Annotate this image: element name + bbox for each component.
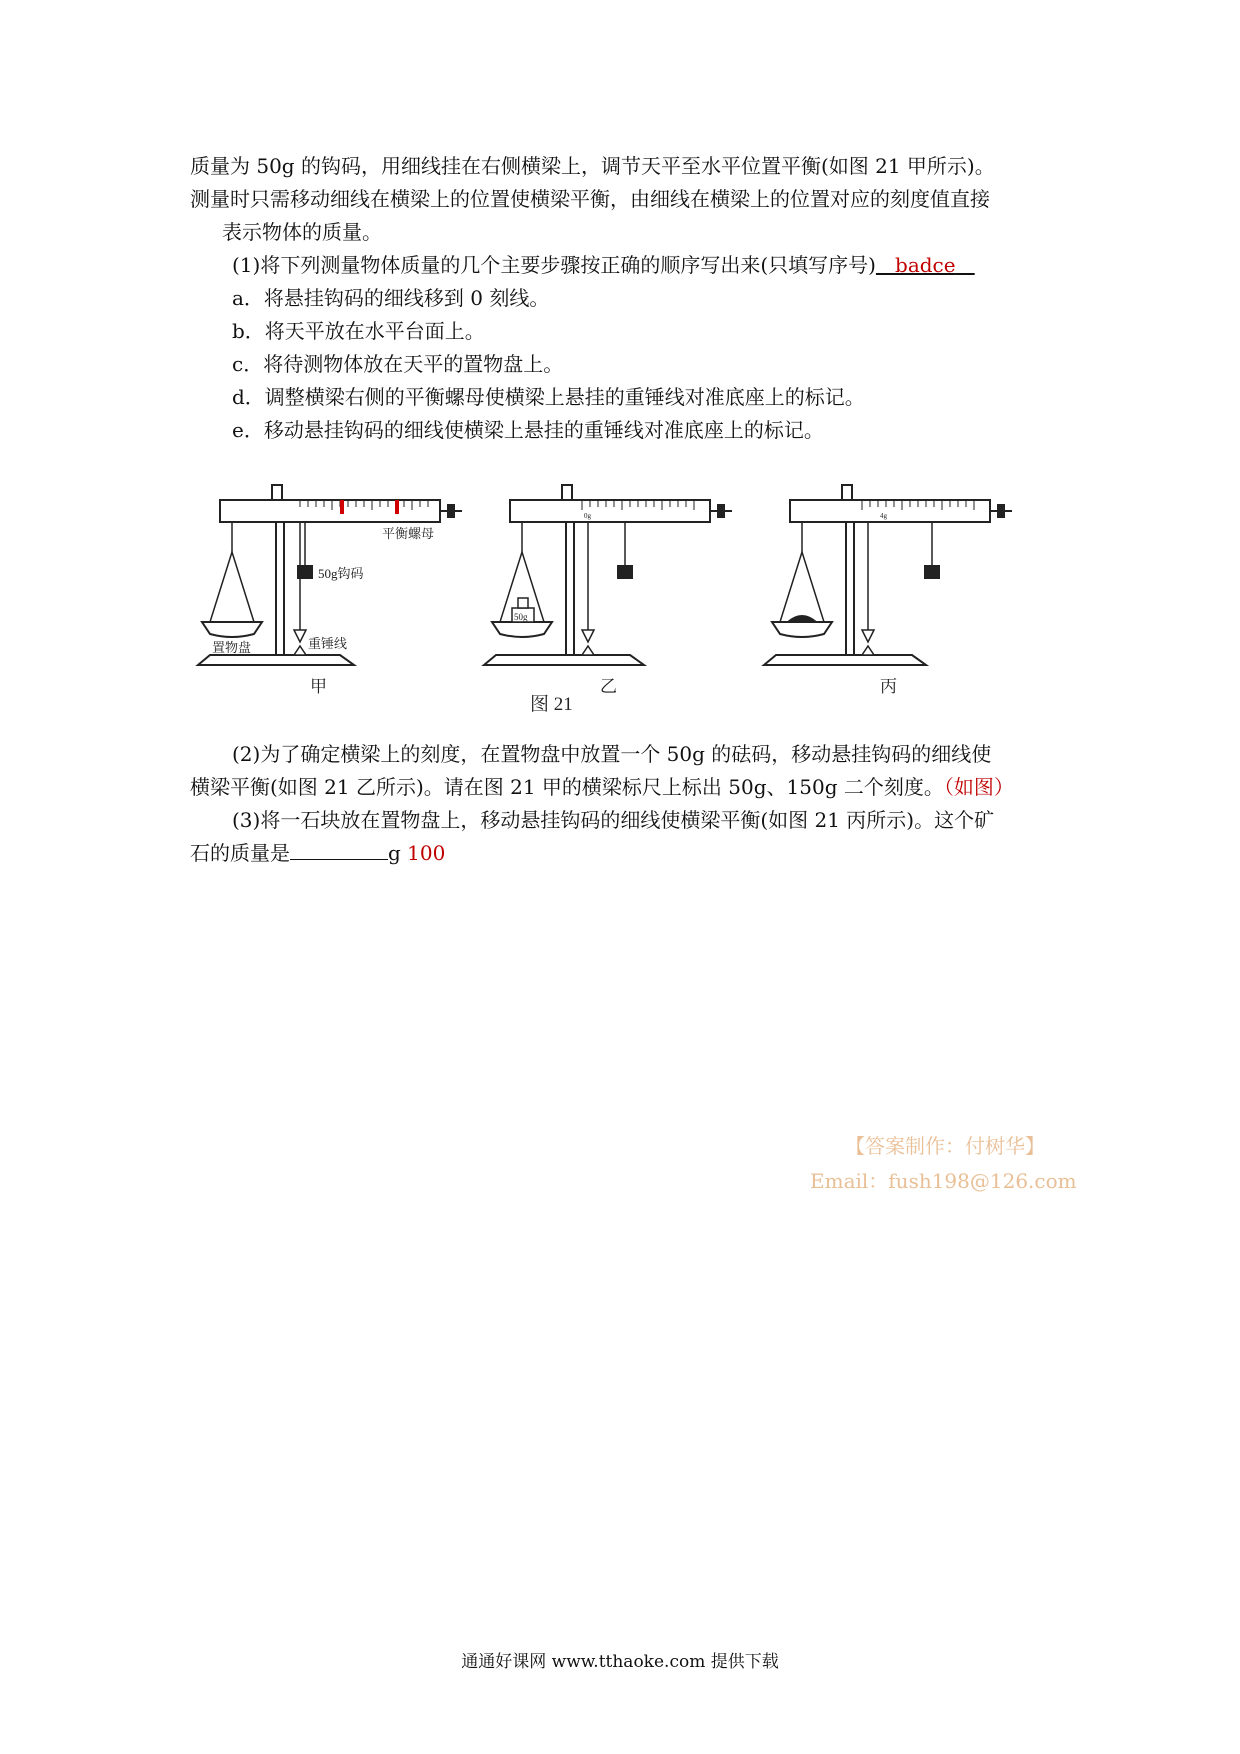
tray-strings-a xyxy=(210,552,254,622)
balance-panel-a xyxy=(198,485,462,696)
tick-label-c: 4g xyxy=(880,512,887,520)
intro-line-3: 表示物体的质量。 xyxy=(222,220,382,244)
balance-panel-b xyxy=(484,485,732,696)
beam-c xyxy=(790,500,990,522)
balance-nut-b xyxy=(718,505,724,517)
intro-line-1: 质量为 50g 的钩码，用细线挂在右侧横梁上，调节天平至水平位置平衡(如图 21 甲所示)。 xyxy=(190,154,995,178)
question-1-prompt: (1)将下列测量物体质量的几个主要步骤按正确的顺序写出来(只填写序号) xyxy=(232,253,876,277)
weight-label: 50g xyxy=(514,612,528,622)
pivot-a xyxy=(272,485,282,500)
tray-c xyxy=(772,622,832,637)
pivot-b xyxy=(562,485,572,500)
panel-label-a: 甲 xyxy=(310,677,327,696)
mark-150g xyxy=(395,500,399,514)
question-2-line-1: (2)为了确定横梁上的刻度，在置物盘中放置一个 50g 的砝码，移动悬挂钩码的细线使 xyxy=(232,742,992,766)
beam-a xyxy=(220,500,440,522)
answer-author: 【答案制作：付树华】 xyxy=(845,1134,1045,1158)
question-3-prefix: 石的质量是 xyxy=(190,841,290,865)
author-email: Email：fush198@126.com xyxy=(810,1169,1077,1193)
tray-strings-c xyxy=(780,552,824,622)
figure-21 xyxy=(190,470,1060,725)
balance-nut-a xyxy=(448,505,454,517)
label-hook-weight: 50g钩码 xyxy=(318,566,364,581)
figure-caption: 图 21 xyxy=(530,694,573,715)
label-tray: 置物盘 xyxy=(212,640,252,655)
label-balance-nut: 平衡螺母 xyxy=(382,526,435,541)
hook-weight-a xyxy=(298,566,312,578)
hook-weight-c xyxy=(925,566,939,578)
question-2-line-2 xyxy=(190,773,1014,801)
question-3-blank xyxy=(290,841,388,860)
question-3-unit: g xyxy=(388,841,401,865)
question-1-answer-blank xyxy=(876,253,975,277)
question-3-answer: 100 xyxy=(407,841,446,865)
label-plumb-line: 重锤线 xyxy=(308,636,348,651)
question-3-line-1: (3)将一石块放在置物盘上，移动悬挂钩码的细线使横梁平衡(如图 21 丙所示)。这个矿 xyxy=(232,808,995,832)
rock xyxy=(788,616,816,622)
step-a: a．将悬挂钩码的细线移到 0 刻线。 xyxy=(232,286,550,310)
step-e: e．移动悬挂钩码的细线使横梁上悬挂的重锤线对准底座上的标记。 xyxy=(232,418,824,442)
beam-b xyxy=(510,500,710,522)
step-b: b．将天平放在水平台面上。 xyxy=(232,319,485,343)
tray-b xyxy=(492,622,552,637)
panel-label-b: 乙 xyxy=(600,677,617,696)
balance-nut-c xyxy=(998,505,1004,517)
mark-50g xyxy=(340,500,344,514)
base-a xyxy=(198,655,354,665)
tray-a xyxy=(202,622,262,637)
hook-weight-b xyxy=(618,566,632,578)
question-1 xyxy=(232,251,975,279)
question-2-text: 横梁平衡(如图 21 乙所示)。请在图 21 甲的横梁标尺上标出 50g、150g 二个刻度。 xyxy=(190,775,944,799)
page-footer: 通通好课网 www.tthaoke.com 提供下载 xyxy=(461,1652,779,1672)
balance-panel-c xyxy=(764,485,1012,696)
question-2-answer: （如图） xyxy=(943,775,1014,799)
base-c xyxy=(764,655,926,665)
intro-line-2: 测量时只需移动细线在横梁上的位置使横梁平衡，由细线在横梁上的位置对应的刻度值直接 xyxy=(190,187,990,211)
step-c: c．将待测物体放在天平的置物盘上。 xyxy=(232,352,564,376)
base-b xyxy=(484,655,644,665)
panel-label-c: 丙 xyxy=(880,677,897,696)
pivot-c xyxy=(842,485,852,500)
step-d: d．调整横梁右侧的平衡螺母使横梁上悬挂的重锤线对准底座上的标记。 xyxy=(232,385,865,409)
question-3-line-2 xyxy=(190,839,445,867)
question-1-answer: badce xyxy=(895,253,956,277)
tick-label-b: 0g xyxy=(584,512,591,520)
